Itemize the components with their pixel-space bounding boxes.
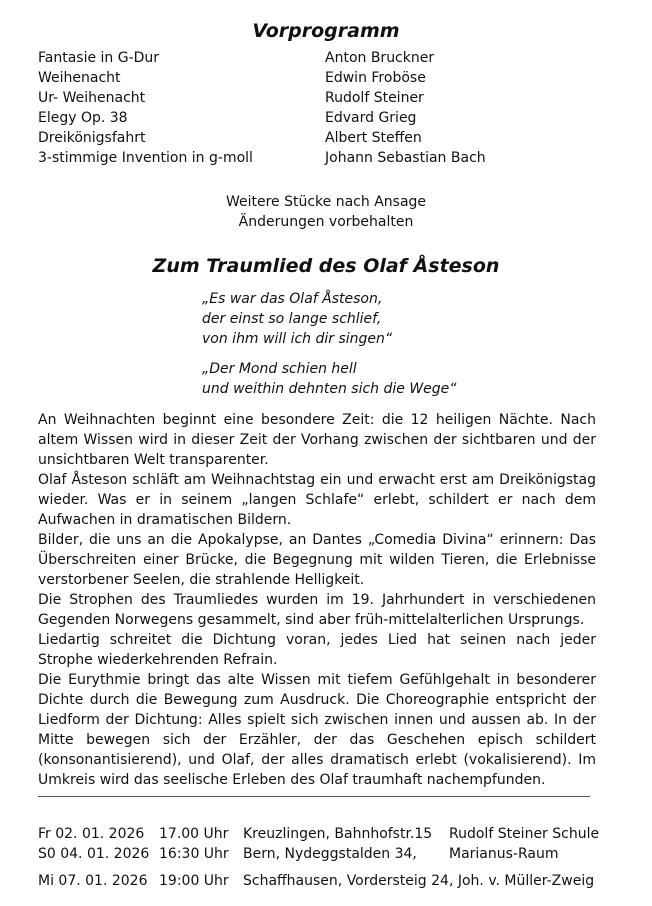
composer-name: Johann Sebastian Bach	[325, 150, 486, 166]
composer-name: Edwin Froböse	[325, 70, 426, 86]
event-date: S0 04. 01. 2026	[38, 846, 150, 862]
event-row	[38, 871, 638, 891]
programme-item	[38, 128, 598, 148]
composer-name: Anton Bruckner	[325, 50, 435, 66]
programme-heading: Vorprogramm	[252, 20, 400, 42]
quote-line: „Der Mond schien hell	[202, 361, 357, 377]
quote-line: von ihm will ich dir singen“	[202, 331, 393, 347]
composer-name: Edvard Grieg	[325, 110, 417, 126]
event-time: 17.00 Uhr	[159, 826, 229, 842]
event-place: Bern, Nydeggstalden 34,	[243, 846, 417, 862]
description-text	[38, 410, 596, 790]
traumlied-heading: Zum Traumlied des Olaf Åsteson	[152, 255, 500, 277]
programme-item	[38, 148, 598, 168]
event-row	[38, 824, 638, 844]
composer-name: Albert Steffen	[325, 130, 422, 146]
quote-line: und weithin dehnten sich die Wege“	[202, 381, 457, 397]
event-place: Kreuzlingen, Bahnhofstr.15	[243, 826, 433, 842]
quote-stanza-1	[202, 289, 602, 349]
programme-item	[38, 68, 598, 88]
paragraph: An Weihnachten beginnt eine besondere Zeit: die 12 heiligen Nächte. Nach altem Wissen wird in dieser Zeit der Vorhang zwischen der sichtbaren und der unsichtbaren Welt transparenter.	[38, 412, 596, 468]
composer-name: Rudolf Steiner	[325, 90, 424, 106]
piece-title: 3-stimmige Invention in g-moll	[38, 150, 253, 166]
paragraph: Die Eurythmie bringt das alte Wissen mit tiefem Gefühlgehalt in besonderer Dichte durch die Bewegung zum Ausdruck. Die Choreographie entspricht der Liedform der Dichtung: Alles spielt sich zwischen innen und aussen ab. In der Mitte bewegen sich der Erzähler, der das Geschehen episch schildert (konsonantisierend), und Olaf, der alles dramatisch erlebt (vokalisierend). Im Umkreis wird das seelische Erleben des Olaf traumhaft nachempfunden.	[38, 672, 596, 788]
event-venue: Rudolf Steiner Schule	[449, 826, 600, 842]
quote-line: der einst so lange schlief,	[202, 311, 382, 327]
event-date: Mi 07. 01. 2026	[38, 873, 148, 889]
event-schedule	[38, 824, 638, 891]
programme-item	[38, 108, 598, 128]
note-line: Weitere Stücke nach Ansage	[225, 194, 427, 210]
event-venue: Marianus-Raum	[449, 846, 559, 862]
paragraph: Die Strophen des Traumliedes wurden im 19. Jahrhundert in verschiedenen Gegenden Norwegens gesammelt, sind aber früh-mittelalterlichen Ursprungs.	[38, 592, 596, 628]
event-date: Fr 02. 01. 2026	[38, 826, 145, 842]
paragraph: Liedartig schreitet die Dichtung voran, jedes Lied hat seinen nach jeder Strophe wiederkehrenden Refrain.	[38, 632, 596, 668]
piece-title: Fantasie in G-Dur	[38, 50, 160, 66]
programme-item	[38, 88, 598, 108]
quote-line: „Es war das Olaf Åsteson,	[202, 291, 383, 307]
programme-notes	[0, 192, 652, 232]
programme-item	[38, 48, 598, 68]
piece-title: Elegy Op. 38	[38, 110, 128, 126]
note-line: Änderungen vorbehalten	[238, 214, 414, 230]
event-place: Schaffhausen, Vordersteig 24, Joh. v. Müller-Zweig	[243, 873, 595, 889]
paragraph: Bilder, die uns an die Apokalypse, an Dantes „Comedia Divina“ erinnern: Das Überschreiten einer Brücke, die Begegnung mit wilden Tieren, die Erlebnisse verstorbener Seelen, die strahlende Helligkeit.	[38, 532, 596, 588]
event-row	[38, 844, 638, 864]
piece-title: Ur- Weihenacht	[38, 90, 146, 106]
event-time: 16:30 Uhr	[159, 846, 229, 862]
quote-stanza-2	[202, 359, 602, 399]
paragraph: Olaf Åsteson schläft am Weihnachtstag ein und erwacht erst am Dreikönigstag wieder. Was er in seinem „langen Schlafe“ erlebt, schildert er nach dem Aufwachen in dramatischen Bildern.	[38, 472, 596, 528]
divider-line	[38, 796, 590, 797]
event-time: 19:00 Uhr	[159, 873, 229, 889]
piece-title: Weihenacht	[38, 70, 121, 86]
piece-title: Dreikönigsfahrt	[38, 130, 146, 146]
programme-list	[38, 48, 598, 168]
